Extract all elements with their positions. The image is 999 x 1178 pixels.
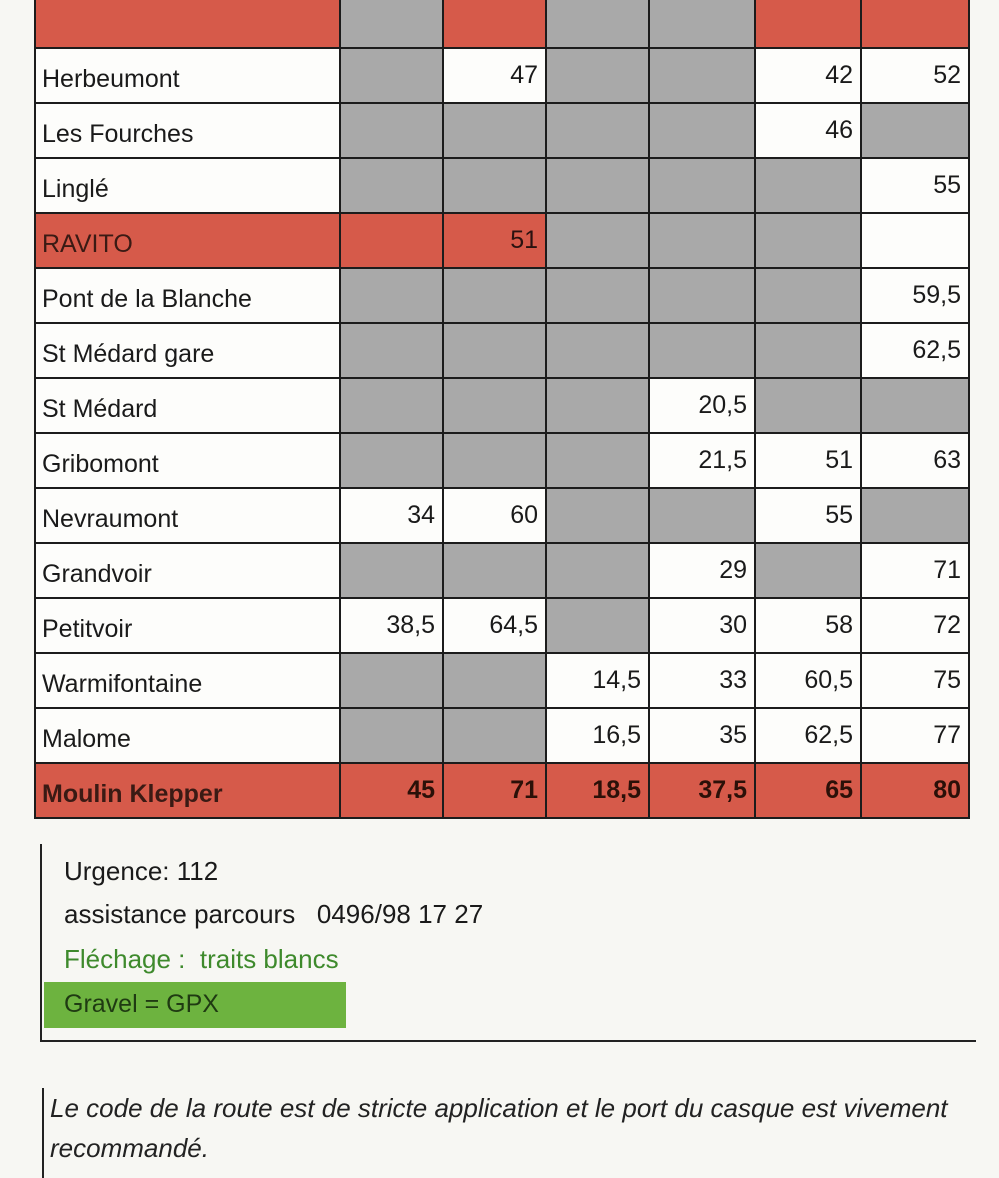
distance-cell [649,323,755,378]
distance-cell [443,103,546,158]
distance-cell: 38,5 [340,598,443,653]
table-row [35,103,969,158]
distance-cell [340,433,443,488]
distance-cell [649,268,755,323]
distance-cell: 51 [443,213,546,268]
distance-cell [340,0,443,48]
distance-cell: 71 [861,543,969,598]
distance-cell: 77 [861,708,969,763]
distance-cell: 59,5 [861,268,969,323]
distance-cell: 63 [861,433,969,488]
location-name: Linglé [35,158,340,213]
distance-cell: 29 [649,543,755,598]
distance-cell: 71 [443,763,546,818]
distance-cell [861,488,969,543]
table-row [35,488,969,543]
distance-cell: 55 [861,158,969,213]
distance-cell [546,378,649,433]
location-name: Malome [35,708,340,763]
distance-cell [340,268,443,323]
signage-info: Fléchage : traits blancs [64,944,339,974]
distance-cell: 35 [649,708,755,763]
location-name [35,0,340,48]
distance-cell: 16,5 [546,708,649,763]
distance-cell: 42 [755,48,861,103]
distance-cell [443,708,546,763]
distance-cell: 46 [755,103,861,158]
distance-cell: 30 [649,598,755,653]
location-name: Gribomont [35,433,340,488]
distance-cell [546,598,649,653]
distance-cell [546,433,649,488]
location-name: Petitvoir [35,598,340,653]
distance-cell [340,158,443,213]
distance-cell [546,48,649,103]
location-name: Herbeumont [35,48,340,103]
distance-cell: 14,5 [546,653,649,708]
distance-cell: 62,5 [755,708,861,763]
distance-cell [546,0,649,48]
distance-cell: 65 [755,763,861,818]
distance-cell [546,488,649,543]
distance-cell [340,653,443,708]
distance-cell: 64,5 [443,598,546,653]
distance-table-body [35,0,969,818]
distance-cell [443,433,546,488]
distance-cell: 18,5 [546,763,649,818]
safety-note-text: Le code de la route est de stricte application et le port du casque est vivement recommandé. [50,1093,948,1163]
distance-cell [861,378,969,433]
distance-cell [546,213,649,268]
distance-cell [546,543,649,598]
table-row [35,213,969,268]
distance-cell [861,0,969,48]
info-block [40,844,976,1042]
location-name: St Médard gare [35,323,340,378]
distance-cell [649,103,755,158]
distance-cell: 55 [755,488,861,543]
distance-table [34,0,970,819]
location-name: Moulin Klepper [35,763,340,818]
distance-cell [443,323,546,378]
table-row [35,543,969,598]
emergency-number: Urgence: 112 [64,856,219,886]
location-name: Les Fourches [35,103,340,158]
route-assistance-phone: assistance parcours 0496/98 17 27 [64,899,484,929]
location-name: Pont de la Blanche [35,268,340,323]
distance-cell [546,323,649,378]
table-row [35,48,969,103]
distance-cell [755,213,861,268]
distance-cell: 75 [861,653,969,708]
location-name: St Médard [35,378,340,433]
distance-cell [755,543,861,598]
table-row [35,378,969,433]
distance-cell [443,158,546,213]
distance-cell [443,378,546,433]
distance-cell [443,0,546,48]
table-row [35,158,969,213]
location-name: Grandvoir [35,543,340,598]
table-row [35,653,969,708]
distance-cell [340,378,443,433]
distance-cell: 47 [443,48,546,103]
distance-cell: 37,5 [649,763,755,818]
distance-cell: 45 [340,763,443,818]
table-row [35,433,969,488]
table-header-row [35,0,969,48]
distance-cell: 51 [755,433,861,488]
table-row [35,763,969,818]
distance-cell [755,378,861,433]
distance-cell [340,213,443,268]
distance-cell [755,323,861,378]
distance-cell: 21,5 [649,433,755,488]
distance-cell [546,268,649,323]
table-row [35,708,969,763]
location-name: RAVITO [35,213,340,268]
distance-cell [649,0,755,48]
distance-cell [755,158,861,213]
table-row [35,268,969,323]
location-name: Warmifontaine [35,653,340,708]
gravel-gpx-badge: Gravel = GPX [44,982,346,1028]
distance-cell: 72 [861,598,969,653]
distance-cell [340,543,443,598]
distance-cell [649,213,755,268]
distance-cell [443,653,546,708]
table-row [35,323,969,378]
distance-cell [340,323,443,378]
distance-cell: 80 [861,763,969,818]
distance-cell: 58 [755,598,861,653]
table-row [35,598,969,653]
distance-cell: 20,5 [649,378,755,433]
distance-cell [755,0,861,48]
distance-cell: 62,5 [861,323,969,378]
distance-cell [861,103,969,158]
distance-cell [340,708,443,763]
distance-cell [546,103,649,158]
distance-cell [649,488,755,543]
distance-cell: 60,5 [755,653,861,708]
distance-cell: 34 [340,488,443,543]
distance-cell [340,48,443,103]
distance-cell [443,268,546,323]
location-name: Nevraumont [35,488,340,543]
distance-cell [649,158,755,213]
distance-cell [546,158,649,213]
distance-cell: 33 [649,653,755,708]
distance-cell [340,103,443,158]
distance-cell: 52 [861,48,969,103]
distance-cell [755,268,861,323]
distance-cell [861,213,969,268]
distance-cell [649,48,755,103]
distance-cell [443,543,546,598]
distance-cell: 60 [443,488,546,543]
